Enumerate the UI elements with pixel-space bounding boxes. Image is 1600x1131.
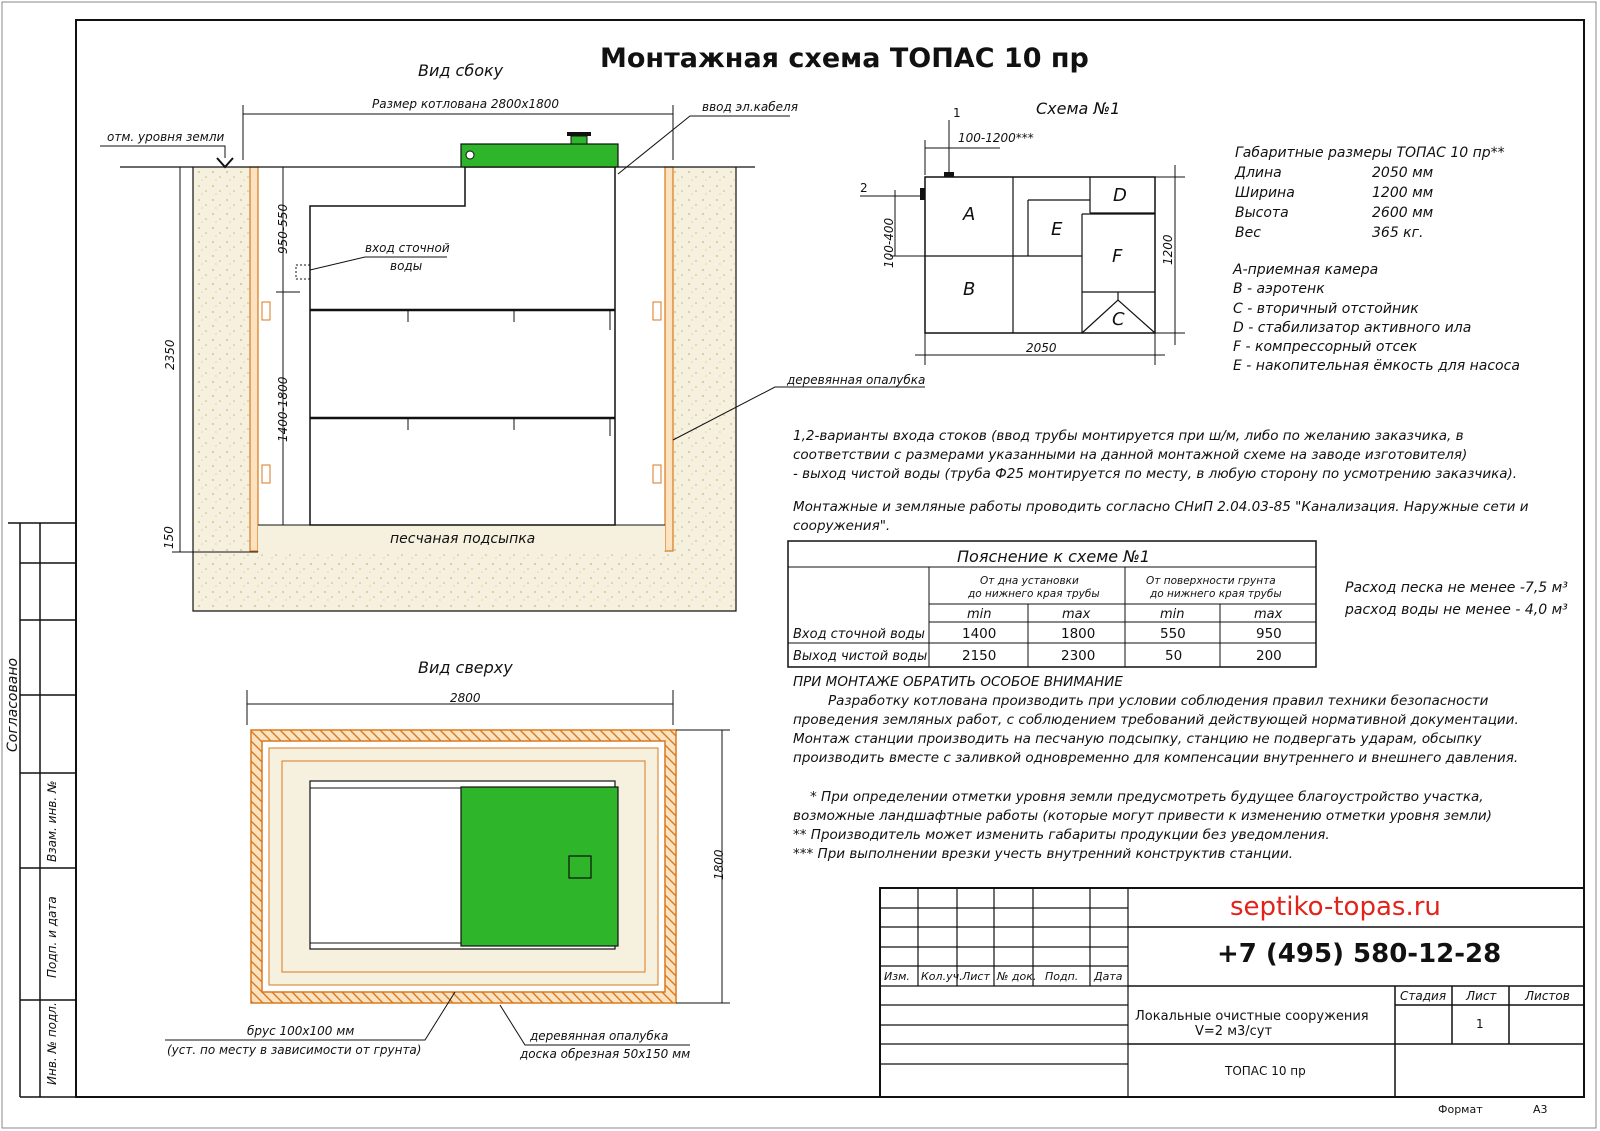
cell: 550 [1160,626,1186,642]
formwork-right [665,167,673,551]
footnotes [793,789,1492,862]
ground-level-label: отм. уровня земли [107,130,225,144]
legend-item: E - накопительная ёмкость для насоса [1233,358,1520,374]
phone: +7 (495) 580-12-28 [1217,939,1502,969]
sheet-number: 1 [1476,1017,1484,1031]
col-min-2: min [1160,607,1185,622]
cell: 950 [1256,626,1282,642]
attention-line: производить вместе с заливкой одновременно для компенсации внутреннего и внешнего давления. [793,750,1519,766]
cell: 2150 [962,648,997,664]
chamber-f: F [1112,246,1123,267]
chamber-e: E [1051,219,1063,240]
dimensions-block [1234,145,1505,241]
dim-1200: 1200 [1161,234,1175,265]
group2-l1: От поверхности грунта [1146,575,1276,587]
dim-row-weight-value: 365 кг. [1372,225,1424,241]
dim-2800: 2800 [450,691,481,705]
formwork-label: деревянная опалубка [787,373,926,387]
col-izm: Изм. [884,970,910,983]
attention-line: Разработку котлована производить при условии соблюдения правил техники безопасности [828,693,1489,709]
board-label-l1: деревянная опалубка [530,1029,669,1043]
col-min-1: min [967,607,992,622]
dim-row-weight-label: Вес [1235,225,1261,241]
chamber-b: B [963,279,976,300]
note-line: - выход чистой воды (труба Ф25 монтируется по месту, в любую сторону по усмотрению заказчика). [793,466,1518,482]
row-label: Вход сточной воды [793,627,925,642]
desc-l1: Локальные очистные сооружения [1135,1009,1369,1024]
sewage-inlet-l2: воды [390,259,423,273]
chamber-c: C [1112,309,1125,330]
stamp-approved: Согласовано [5,657,21,752]
col-sign: Подп. [1045,970,1079,983]
col-kol: Кол.уч. [921,970,963,983]
sewage-inlet-l1: вход сточной [365,241,450,255]
sand-bed-label: песчаная подсыпка [390,531,536,547]
dim-1800: 1800 [712,849,726,880]
formwork-left [250,167,258,551]
table-title: Пояснение к схеме №1 [957,547,1151,566]
stamp-inv-swap: Взам. инв. № [45,780,59,862]
footnote-line: *** При выполнении врезки учесть внутренний конструктив станции. [793,846,1294,862]
col-list: Лист [962,970,990,983]
explanation-table [788,541,1316,667]
footnote-line: ** Производитель может изменить габариты продукции без уведомления. [793,827,1330,843]
attention-line: проведения земляных работ, с соблюдением требований действующей нормативной документации. [793,712,1519,728]
stage-label: Стадия [1400,989,1447,1003]
group2-l2: до нижнего края трубы [1150,588,1282,600]
dim-100-1200: 100-1200*** [958,131,1034,145]
chamber-legend [1232,262,1520,374]
dim-row-height-value: 2600 мм [1372,205,1434,221]
note-line: сооружения". [793,518,891,534]
footnote-line: возможные ландшафтные работы (которые могут привести к изменению отметки уровня земли) [793,808,1492,824]
side-stamp [5,523,76,1097]
dim-row-width-label: Ширина [1235,185,1295,201]
row-label: Выход чистой воды [793,649,928,664]
dim-2050: 2050 [1026,341,1057,355]
dim-row-height-label: Высота [1235,205,1289,221]
scheme-1 [860,99,1185,365]
sheets-label: Листов [1525,989,1570,1003]
dim-row-length-label: Длина [1235,165,1282,181]
format-label: Формат [1438,1103,1483,1116]
tank-body [310,167,615,525]
legend-item: D - стабилизатор активного ила [1233,320,1472,336]
col-doc: № док. [997,970,1037,983]
group1-l2: до нижнего края трубы [968,588,1100,600]
side-view-heading: Вид сбоку [418,61,504,80]
legend-item: A-приемная камера [1233,262,1379,278]
beam-label-l2: (уст. по месту в зависимости от грунта) [167,1043,422,1057]
page-title: Монтажная схема ТОПАС 10 пр [600,43,1089,74]
note-line: соответствии с размерами указанными на данной монтажной схеме на заводе изготовителя) [793,447,1468,463]
legend-item: F - компрессорный отсек [1233,339,1418,355]
dim-row-width-value: 1200 мм [1372,185,1434,201]
board-label-l2: доска обрезная 50х150 мм [520,1047,691,1061]
tank-lid [461,144,618,167]
dim-150: 150 [162,526,176,549]
chamber-a: A [963,204,976,225]
chamber-d: D [1113,185,1127,206]
cell: 1400 [962,626,997,642]
cell: 2300 [1061,648,1096,664]
col-max-1: max [1062,607,1091,622]
inlet-mark-2: 2 [860,181,868,195]
note-line: Монтажные и земляные работы проводить согласно СНиП 2.04.03-85 "Канализация. Наружные сети и [793,499,1529,515]
cell: 50 [1165,648,1183,664]
group1-l1: От дна установки [980,575,1079,587]
tank-top-lid [461,787,618,946]
inlet-mark-1: 1 [953,106,961,120]
col-max-2: max [1254,607,1283,622]
stamp-sign-date: Подп. и дата [45,896,59,978]
website[interactable]: septiko-topas.ru [1230,892,1441,922]
title-block [880,888,1584,1116]
dim-row-length-value: 2050 мм [1372,165,1434,181]
beam-label-l1: брус 100х100 мм [247,1024,355,1038]
product-name: ТОПАС 10 пр [1225,1064,1306,1078]
dim-100-400: 100-400 [882,217,896,268]
sheet-label: Лист [1466,989,1497,1003]
dimensions-header: Габаритные размеры ТОПАС 10 пр** [1235,145,1505,161]
water-consumption: расход воды не менее - 4,0 м³ [1345,602,1568,618]
note-line: 1,2-варианты входа стоков (ввод трубы монтируется при ш/м, либо по желанию заказчика, в [793,428,1464,444]
attention-block [793,674,1519,766]
footnote-line: * При определении отметки уровня земли предусмотреть будущее благоустройство участка, [810,789,1484,805]
top-view [165,658,730,1061]
cable-entry-label: ввод эл.кабеля [702,100,798,114]
notes [793,428,1529,534]
attention-header: ПРИ МОНТАЖЕ ОБРАТИТЬ ОСОБОЕ ВНИМАНИЕ [793,674,1123,690]
legend-item: C - вторичный отстойник [1233,301,1419,317]
dim-1400-1800: 1400-1800 [276,376,290,442]
pit-size-label: Размер котлована 2800x1800 [372,97,560,111]
scheme-heading: Схема №1 [1036,99,1121,118]
cell: 200 [1256,648,1282,664]
top-view-heading: Вид сверху [418,658,513,677]
cell: 1800 [1061,626,1096,642]
sand-consumption: Расход песка не менее -7,5 м³ [1345,580,1568,596]
legend-item: B - аэротенк [1233,281,1325,297]
attention-line: Монтаж станции производить на песчаную подсыпку, станцию не подвергать ударам, обсыпку [793,731,1482,747]
stamp-inv-orig: Инв. № подл. [45,1002,59,1085]
dim-2350: 2350 [163,339,177,370]
col-date: Дата [1094,970,1123,983]
dim-950-550: 950-550 [276,203,290,254]
format-value: А3 [1533,1103,1548,1116]
desc-l2: V=2 м3/сут [1195,1024,1273,1039]
